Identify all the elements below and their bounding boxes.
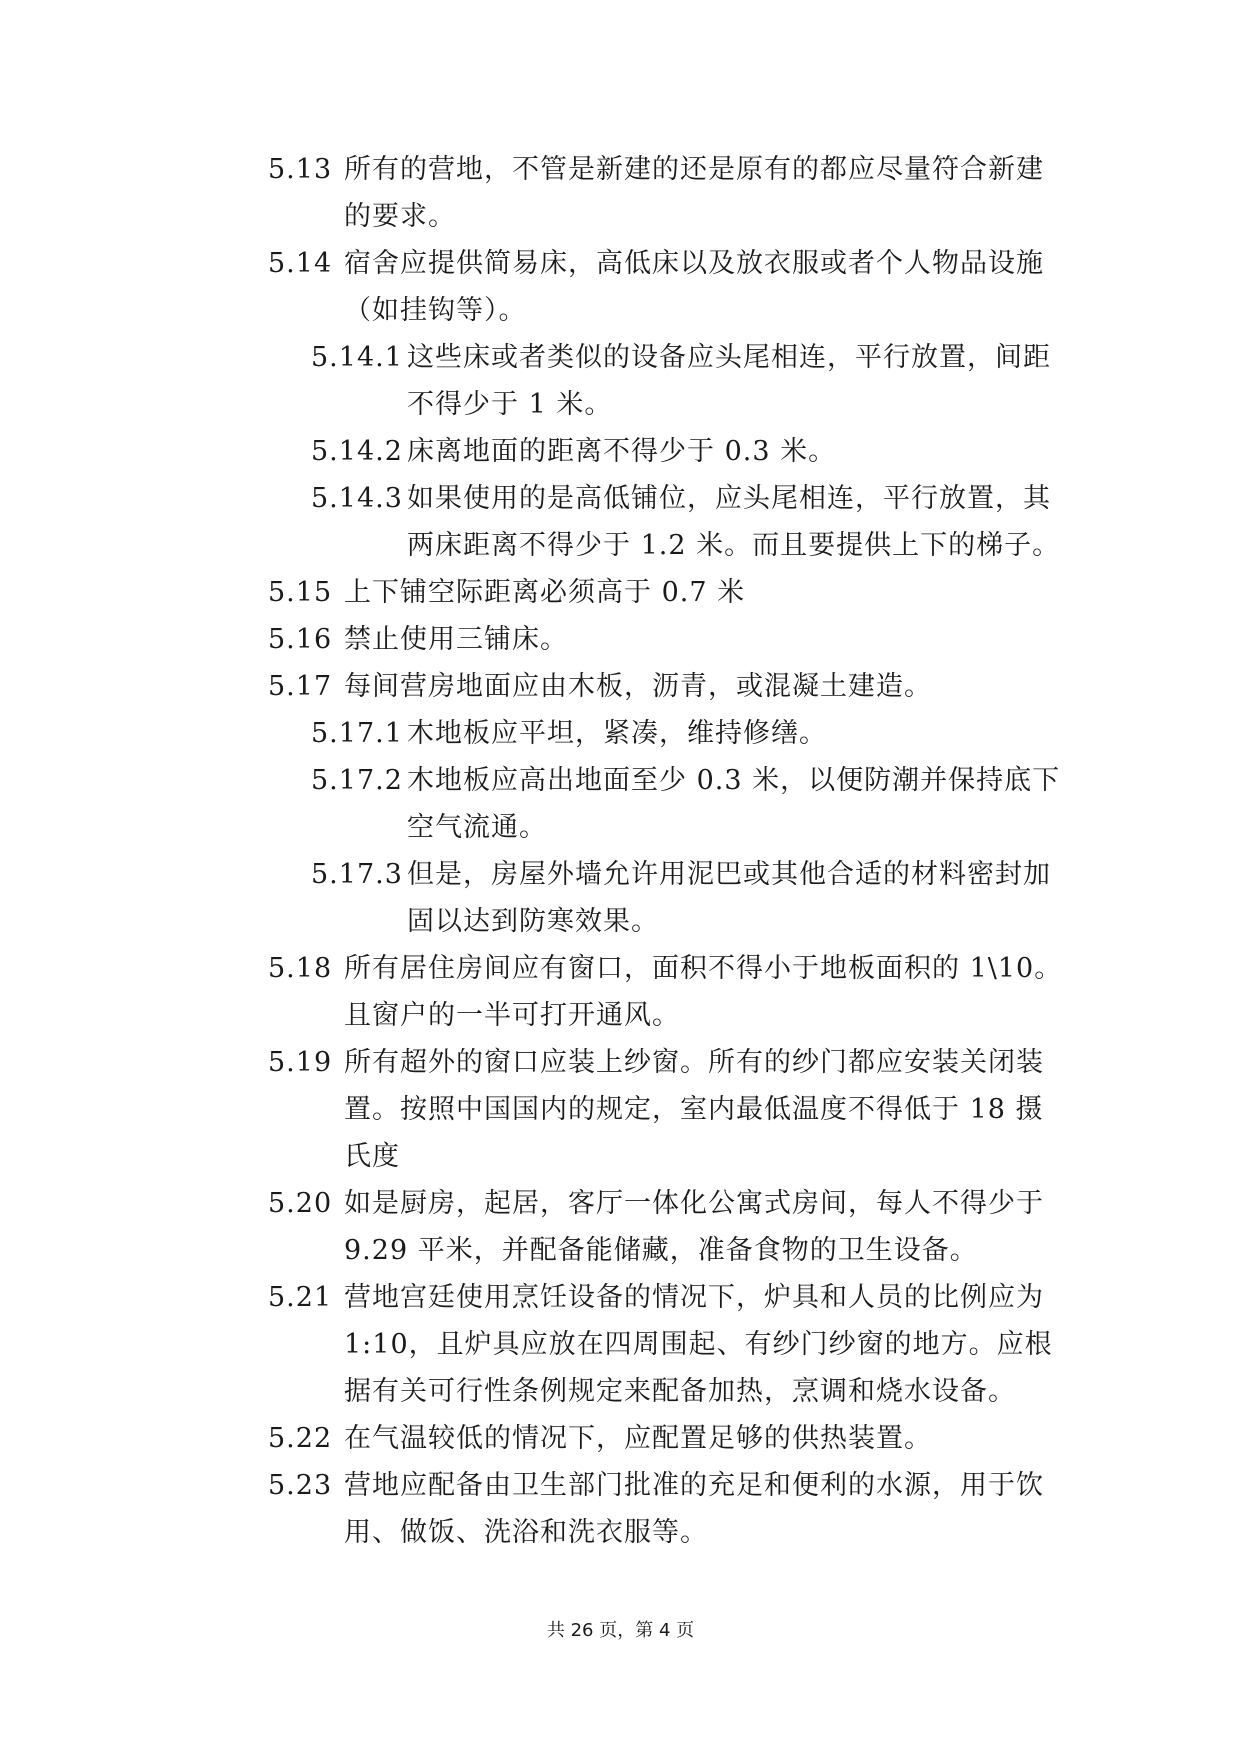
clause-text: 如是厨房，起居，客厅一体化公寓式房间，每人不得少于 9.29 平米，并配备能储藏，准备食物的卫生设备。 — [344, 1188, 1044, 1266]
clause-item — [268, 663, 1068, 710]
page-footer: 共 26 页，第 4 页 — [546, 1620, 695, 1641]
clause-number: 5.17 — [268, 671, 333, 702]
clause-item — [268, 710, 1068, 757]
clause-number: 5.16 — [268, 624, 333, 655]
clause-number: 5.17.3 — [311, 859, 403, 890]
clause-item — [268, 1462, 1068, 1556]
clause-text: 禁止使用三铺床。 — [344, 624, 568, 655]
clause-text: 但是，房屋外墙允许用泥巴或其他合适的材料密封加固以达到防寒效果。 — [407, 859, 1051, 937]
clause-number: 5.23 — [268, 1470, 333, 1501]
clause-text: 木地板应高出地面至少 0.3 米，以便防潮并保持底下空气流通。 — [407, 765, 1061, 843]
clause-item — [268, 1039, 1068, 1180]
clause-text: 营地应配备由卫生部门批准的充足和便利的水源，用于饮用、做饭、洗浴和洗衣服等。 — [344, 1470, 1044, 1548]
clause-text: 所有超外的窗口应装上纱窗。所有的纱门都应安装关闭装置。按照中国国内的规定，室内最低温度不得低于 18 摄氏度 — [344, 1047, 1044, 1172]
clause-text: 宿舍应提供简易床，高低床以及放衣服或者个人物品设施（如挂钩等）。 — [344, 248, 1044, 326]
clause-number: 5.14.2 — [311, 436, 403, 467]
clause-text: 所有居住房间应有窗口，面积不得小于地板面积的 1\10。且窗户的一半可打开通风。 — [344, 953, 1063, 1031]
clause-text: 每间营房地面应由木板，沥青，或混凝土建造。 — [344, 671, 932, 702]
clause-number: 5.17.2 — [311, 765, 403, 796]
clause-text: 木地板应平坦，紧凑，维持修缮。 — [407, 718, 827, 749]
clause-item — [268, 569, 1068, 616]
clause-number: 5.21 — [268, 1282, 333, 1313]
clause-text: 床离地面的距离不得少于 0.3 米。 — [407, 436, 837, 467]
clause-item — [268, 851, 1068, 945]
clause-item — [268, 428, 1068, 475]
clause-number: 5.14.1 — [311, 342, 403, 373]
clause-text: 如果使用的是高低铺位，应头尾相连，平行放置，其两床距离不得少于 1.2 米。而且要提供上下的梯子。 — [407, 483, 1061, 561]
clause-number: 5.18 — [268, 953, 333, 984]
clause-item — [268, 945, 1068, 1039]
clause-number: 5.17.1 — [311, 718, 403, 749]
document-body — [268, 146, 1068, 1556]
clause-text: 上下铺空际距离必须高于 0.7 米 — [344, 577, 746, 608]
clause-number: 5.15 — [268, 577, 333, 608]
clause-item — [268, 146, 1068, 240]
clause-number: 5.13 — [268, 154, 333, 185]
clause-item — [268, 240, 1068, 334]
clause-number: 5.14 — [268, 248, 333, 279]
clause-text: 这些床或者类似的设备应头尾相连，平行放置，间距不得少于 1 米。 — [407, 342, 1051, 420]
clause-item — [268, 757, 1068, 851]
clause-text: 在气温较低的情况下，应配置足够的供热装置。 — [344, 1423, 932, 1454]
clause-text: 营地宫廷使用烹饪设备的情况下，炉具和人员的比例应为 1:10，且炉具应放在四周围起、有纱门纱窗的地方。应根据有关可行性条例规定来配备加热，烹调和烧水设备。 — [344, 1282, 1053, 1407]
clause-item — [268, 616, 1068, 663]
clause-number: 5.14.3 — [311, 483, 403, 514]
clause-item — [268, 1415, 1068, 1462]
clause-number: 5.20 — [268, 1188, 333, 1219]
clause-item — [268, 475, 1068, 569]
clause-number: 5.22 — [268, 1423, 333, 1454]
clause-item — [268, 1180, 1068, 1274]
clause-item — [268, 1274, 1068, 1415]
clause-text: 所有的营地，不管是新建的还是原有的都应尽量符合新建的要求。 — [344, 154, 1044, 232]
clause-item — [268, 334, 1068, 428]
clause-number: 5.19 — [268, 1047, 333, 1078]
